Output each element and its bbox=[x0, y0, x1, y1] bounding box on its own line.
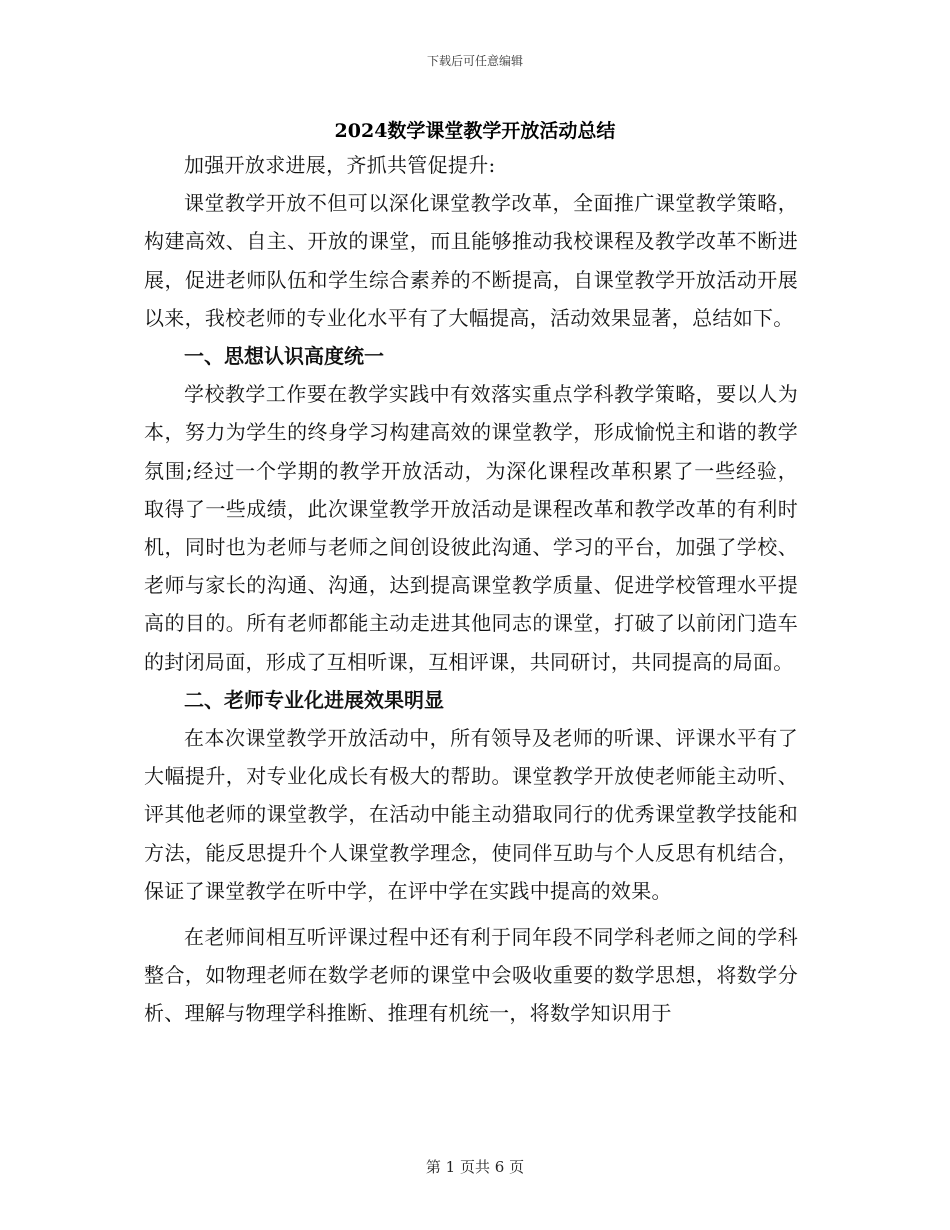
section-heading-1: 一、思想认识高度统一 bbox=[184, 344, 384, 369]
section-2-paragraph-2: 在老师间相互听评课过程中还有利于同年段不同学科老师之间的学科整合，如物理老师在数学老师的课堂中会吸收重要的数学思想，将数学分析、理解与物理学科推断、推理有机统一，将数学知识用于 bbox=[144, 925, 798, 1026]
section-2-paragraph-1: 在本次课堂教学开放活动中，所有领导及老师的听课、评课水平有了大幅提升，对专业化成长有极大的帮助。课堂教学开放使老师能主动听、评其他老师的课堂教学，在活动中能主动猎取同行的优秀课堂教学技能和方法，能反思提升个人课堂教学理念，使同伴互助与个人反思有机结合，保证了课堂教学在听中学，在评中学在实践中提高的效果。 bbox=[144, 726, 798, 903]
document-body bbox=[144, 146, 798, 1033]
intro-paragraph: 课堂教学开放不但可以深化课堂教学改革，全面推广课堂教学策略，构建高效、自主、开放的课堂，而且能够推动我校课程及教学改革不断进展，促进老师队伍和学生综合素养的不断提高，自课堂教学开放活动开展以来，我校老师的专业化水平有了大幅提高，活动效果显著，总结如下。 bbox=[144, 191, 798, 330]
document-title: 2024数学课堂教学开放活动总结 bbox=[334, 120, 616, 142]
section-1-paragraph: 学校教学工作要在教学实践中有效落实重点学科教学策略，要以人为本，努力为学生的终身学习构建高效的课堂教学，形成愉悦主和谐的教学氛围;经过一个学期的教学开放活动，为深化课程改革积累了一些经验，取得了一些成绩，此次课堂教学开放活动是课程改革和教学改革的有利时机，同时也为老师与老师之间创设彼此沟通、学习的平台，加强了学校、老师与家长的沟通、沟通，达到提高课堂教学质量、促进学校管理水平提高的目的。所有老师都能主动走进其他同志的课堂，打破了以前闭门造车的封闭局面，形成了互相听课，互相评课，共同研讨，共同提高的局面。 bbox=[144, 382, 798, 674]
paragraph-gap bbox=[144, 910, 798, 918]
intro-line: 加强开放求进展，齐抓共管促提升: bbox=[184, 153, 496, 177]
page-footer: 第 1 页共 6 页 bbox=[425, 1158, 525, 1176]
page-header: 下载后可任意编辑 bbox=[426, 54, 523, 68]
section-heading-2: 二、老师专业化进展效果明显 bbox=[184, 687, 444, 712]
